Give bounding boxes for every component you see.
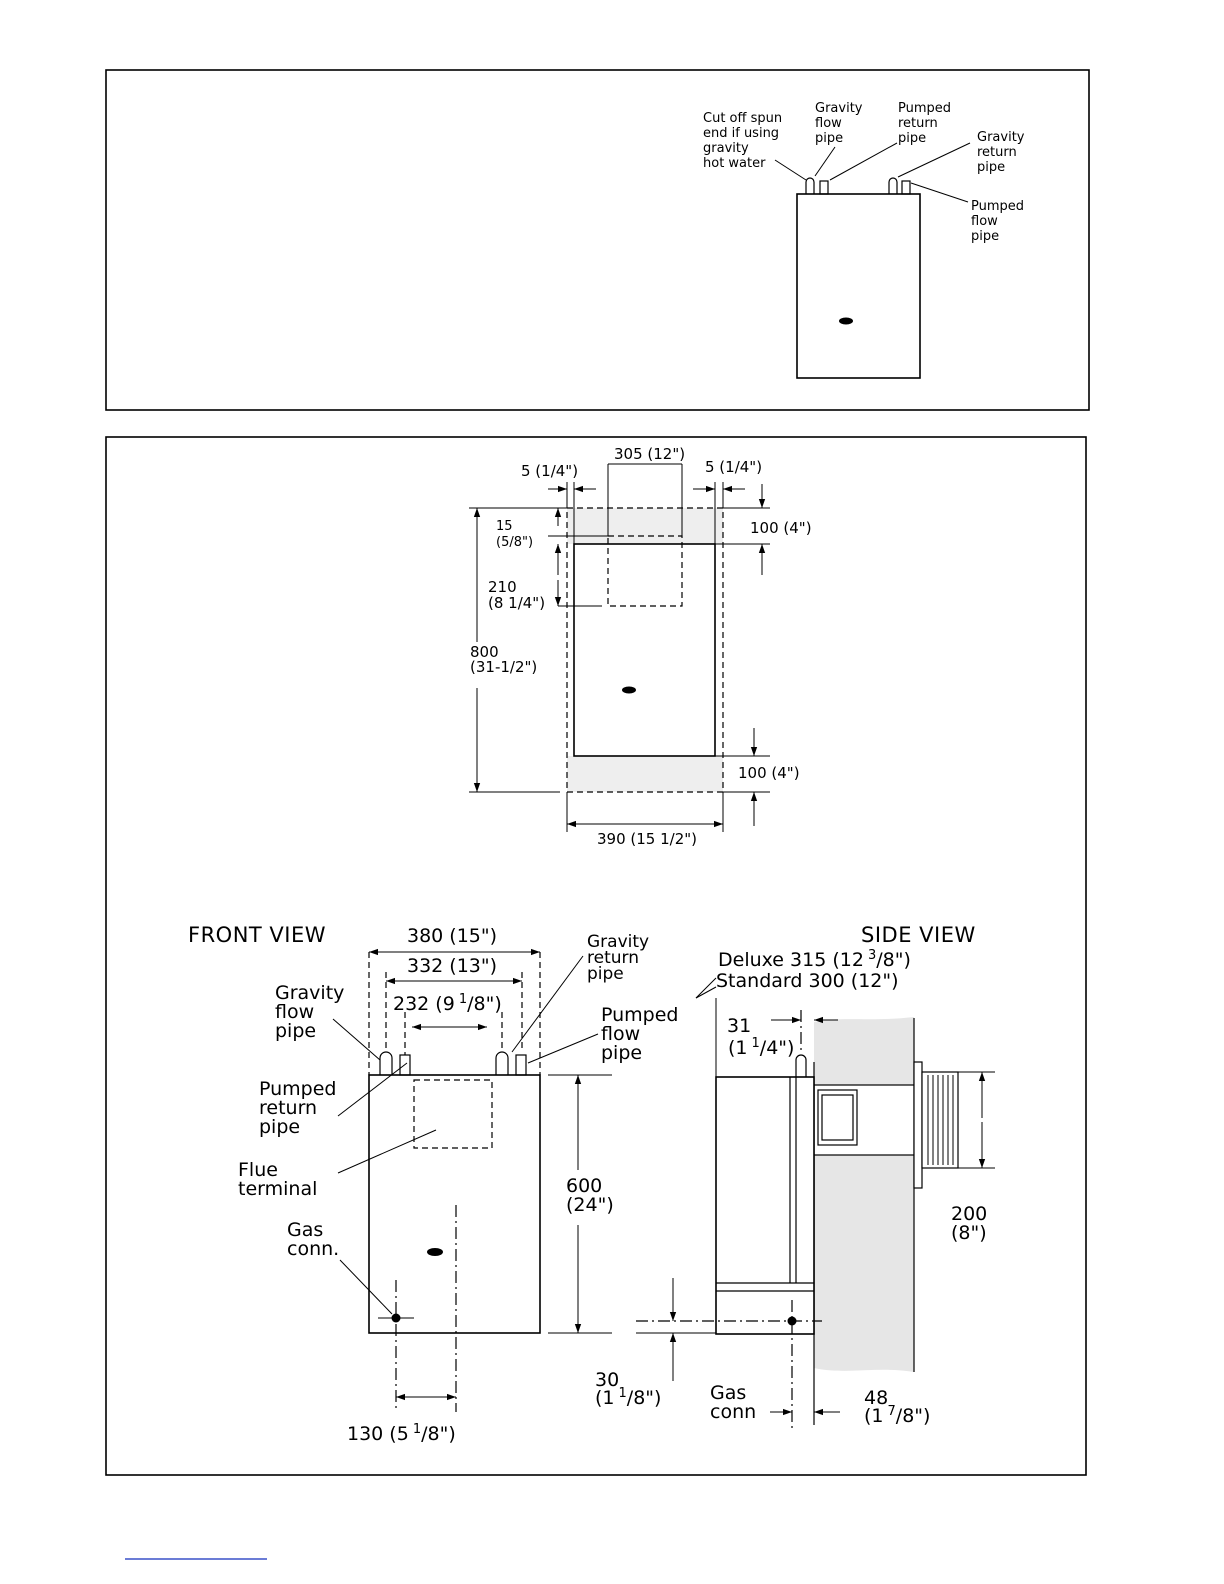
- wall-section: [814, 1017, 914, 1372]
- front-view-diagram: [188, 923, 685, 1445]
- gravity-flow-pipe-label: Gravity flow pipe: [815, 101, 863, 146]
- front-pumped-return-pipe-label: Pumped return pipe: [259, 1078, 337, 1138]
- front-gravity-return-pipe: [496, 1052, 508, 1075]
- dim-332-label: 332 (13"): [407, 955, 498, 977]
- dim-31-inch-label: (1 $^1$/4"): [728, 1036, 795, 1059]
- front-pumped-flow-pipe-label: Pumped flow pipe: [601, 1004, 679, 1064]
- deluxe-dim-label: Deluxe 315 (12 $^3$/8"): [718, 948, 911, 971]
- front-gravity-flow-pipe-label: Gravity flow pipe: [275, 982, 345, 1042]
- side-pipe-stub: [796, 1055, 806, 1077]
- gravity-flow-pipe-stub: [806, 178, 814, 194]
- pipe-connections-panel: [106, 70, 1089, 410]
- dim-600-label: 600 (24"): [566, 1175, 614, 1216]
- dim-30-label: 30: [595, 1369, 620, 1391]
- boiler-front-outline: [369, 1075, 540, 1333]
- front-gas-conn-label: Gas conn.: [287, 1219, 340, 1260]
- dim-48-inch-label: (1 $^7$/8"): [864, 1404, 931, 1427]
- boiler-logo-mark: [839, 318, 853, 325]
- flue-terminal-label: Flue terminal: [238, 1159, 318, 1200]
- dim-48-label: 48: [864, 1387, 889, 1409]
- boiler-outline-clearance: [574, 544, 715, 756]
- dim-5-right-label: 5 (1/4"): [705, 458, 763, 476]
- side-view-title: SIDE VIEW: [861, 923, 976, 947]
- dim-305-label: 305 (12"): [614, 445, 686, 463]
- dim-232-label: 232 (9 $^1$/8"): [393, 992, 502, 1015]
- side-gas-connection-point: [788, 1317, 797, 1326]
- side-gas-conn-label: Gas conn: [710, 1382, 757, 1423]
- dim-31-label: 31: [727, 1015, 752, 1037]
- standard-dim-label: Standard 300 (12"): [716, 970, 899, 992]
- dim-130-label: 130 (5 $^1$/8"): [347, 1422, 456, 1445]
- pumped-flow-pipe-label: Pumped flow pipe: [971, 199, 1025, 244]
- pumped-return-pipe-stub: [820, 181, 828, 194]
- gravity-return-pipe-label: Gravity return pipe: [977, 130, 1025, 175]
- dim-800-label: 800 (31-1/2"): [470, 643, 538, 676]
- dim-15-label: 15 (5/8"): [496, 519, 534, 550]
- dim-200-label: 200 (8"): [951, 1203, 988, 1244]
- gravity-return-pipe-stub: [889, 178, 897, 194]
- dim-210-label: 210 (8 1/4"): [488, 578, 546, 612]
- dim-5-left-label: 5 (1/4"): [521, 462, 579, 480]
- pumped-flow-pipe-stub: [902, 181, 910, 194]
- front-pumped-flow-pipe: [516, 1055, 526, 1075]
- boiler-outline-top: [797, 194, 920, 378]
- dim-30-inch-label: (1 $^1$/8"): [595, 1386, 662, 1409]
- dim-390-label: 390 (15 1/2"): [597, 830, 697, 848]
- pumped-return-pipe-label: Pumped return pipe: [898, 101, 952, 146]
- side-view-diagram: [595, 923, 995, 1428]
- clearance-diagram: [469, 445, 812, 848]
- front-gravity-return-pipe-label: Gravity return pipe: [587, 932, 650, 984]
- dim-100-bottom-label: 100 (4"): [738, 764, 800, 782]
- front-view-title: FRONT VIEW: [188, 923, 327, 947]
- front-gas-connection-point: [392, 1314, 401, 1323]
- cut-off-spun-end-label: Cut off spun end if using gravity hot water: [703, 111, 783, 171]
- dim-380-label: 380 (15"): [407, 925, 498, 947]
- dim-100-top-label: 100 (4"): [750, 519, 812, 537]
- boiler-side-outline: [716, 1077, 814, 1334]
- front-gravity-flow-pipe: [380, 1052, 392, 1075]
